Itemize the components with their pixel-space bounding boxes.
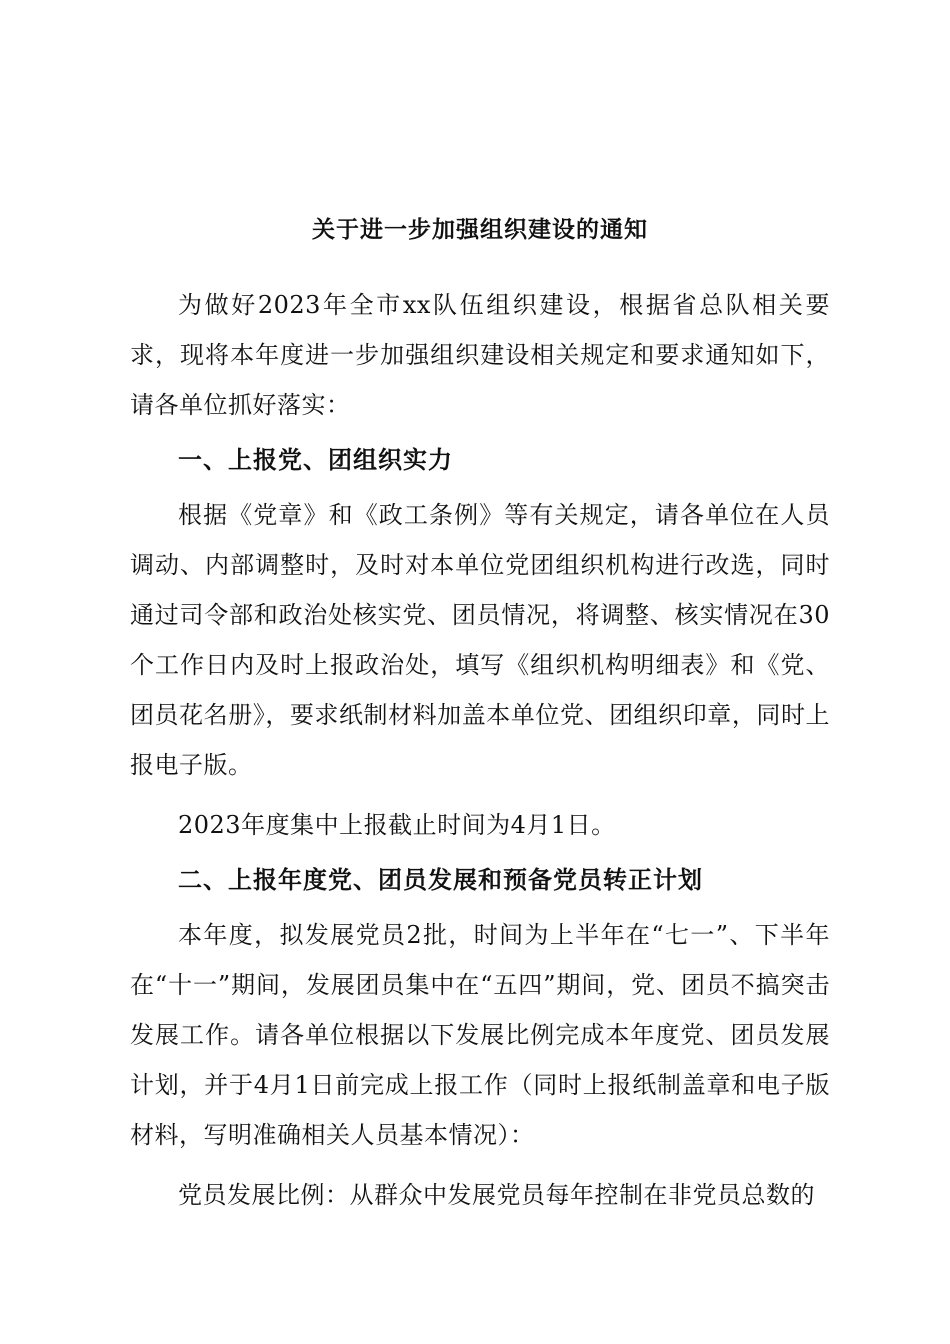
section2-ratio: 党员发展比例：从群众中发展党员每年控制在非党员总数的 <box>178 1181 815 1209</box>
section2-paragraph: 本年度，拟发展党员2批，时间为上半年在“七一”、下半年在“十一”期间，发展团员集中在“五四”期间，党、团员不搞突击发展工作。请各单位根据以下发展比例完成本年度党、团员发展计划，并于4月1日前完成上报工作（同时上报纸制盖章和电子版材料，写明准确相关人员基本情况）： <box>130 921 830 1149</box>
section1-heading: 一、上报党、团组织实力 <box>178 446 453 474</box>
section1-paragraph: 根据《党章》和《政工条例》等有关规定，请各单位在人员调动、内部调整时，及时对本单位党团组织机构进行改选，同时通过司令部和政治处核实党、团员情况，将调整、核实情况在30个工作日内及时上报政治处，填写《组织机构明细表》和《党、团员花名册》，要求纸制材料加盖本单位党、团组织印章，同时上报电子版。 <box>130 501 830 779</box>
document-body <box>130 210 830 1230</box>
section2-heading: 二、上报年度党、团员发展和预备党员转正计划 <box>178 866 703 894</box>
section1-deadline: 2023年度集中上报截止时间为4月1日。 <box>178 811 616 839</box>
intro-paragraph: 为做好2023年全市xx队伍组织建设，根据省总队相关要求，现将本年度进一步加强组织建设相关规定和要求通知如下，请各单位抓好落实： <box>130 291 830 419</box>
document-title: 关于进一步加强组织建设的通知 <box>312 217 648 243</box>
